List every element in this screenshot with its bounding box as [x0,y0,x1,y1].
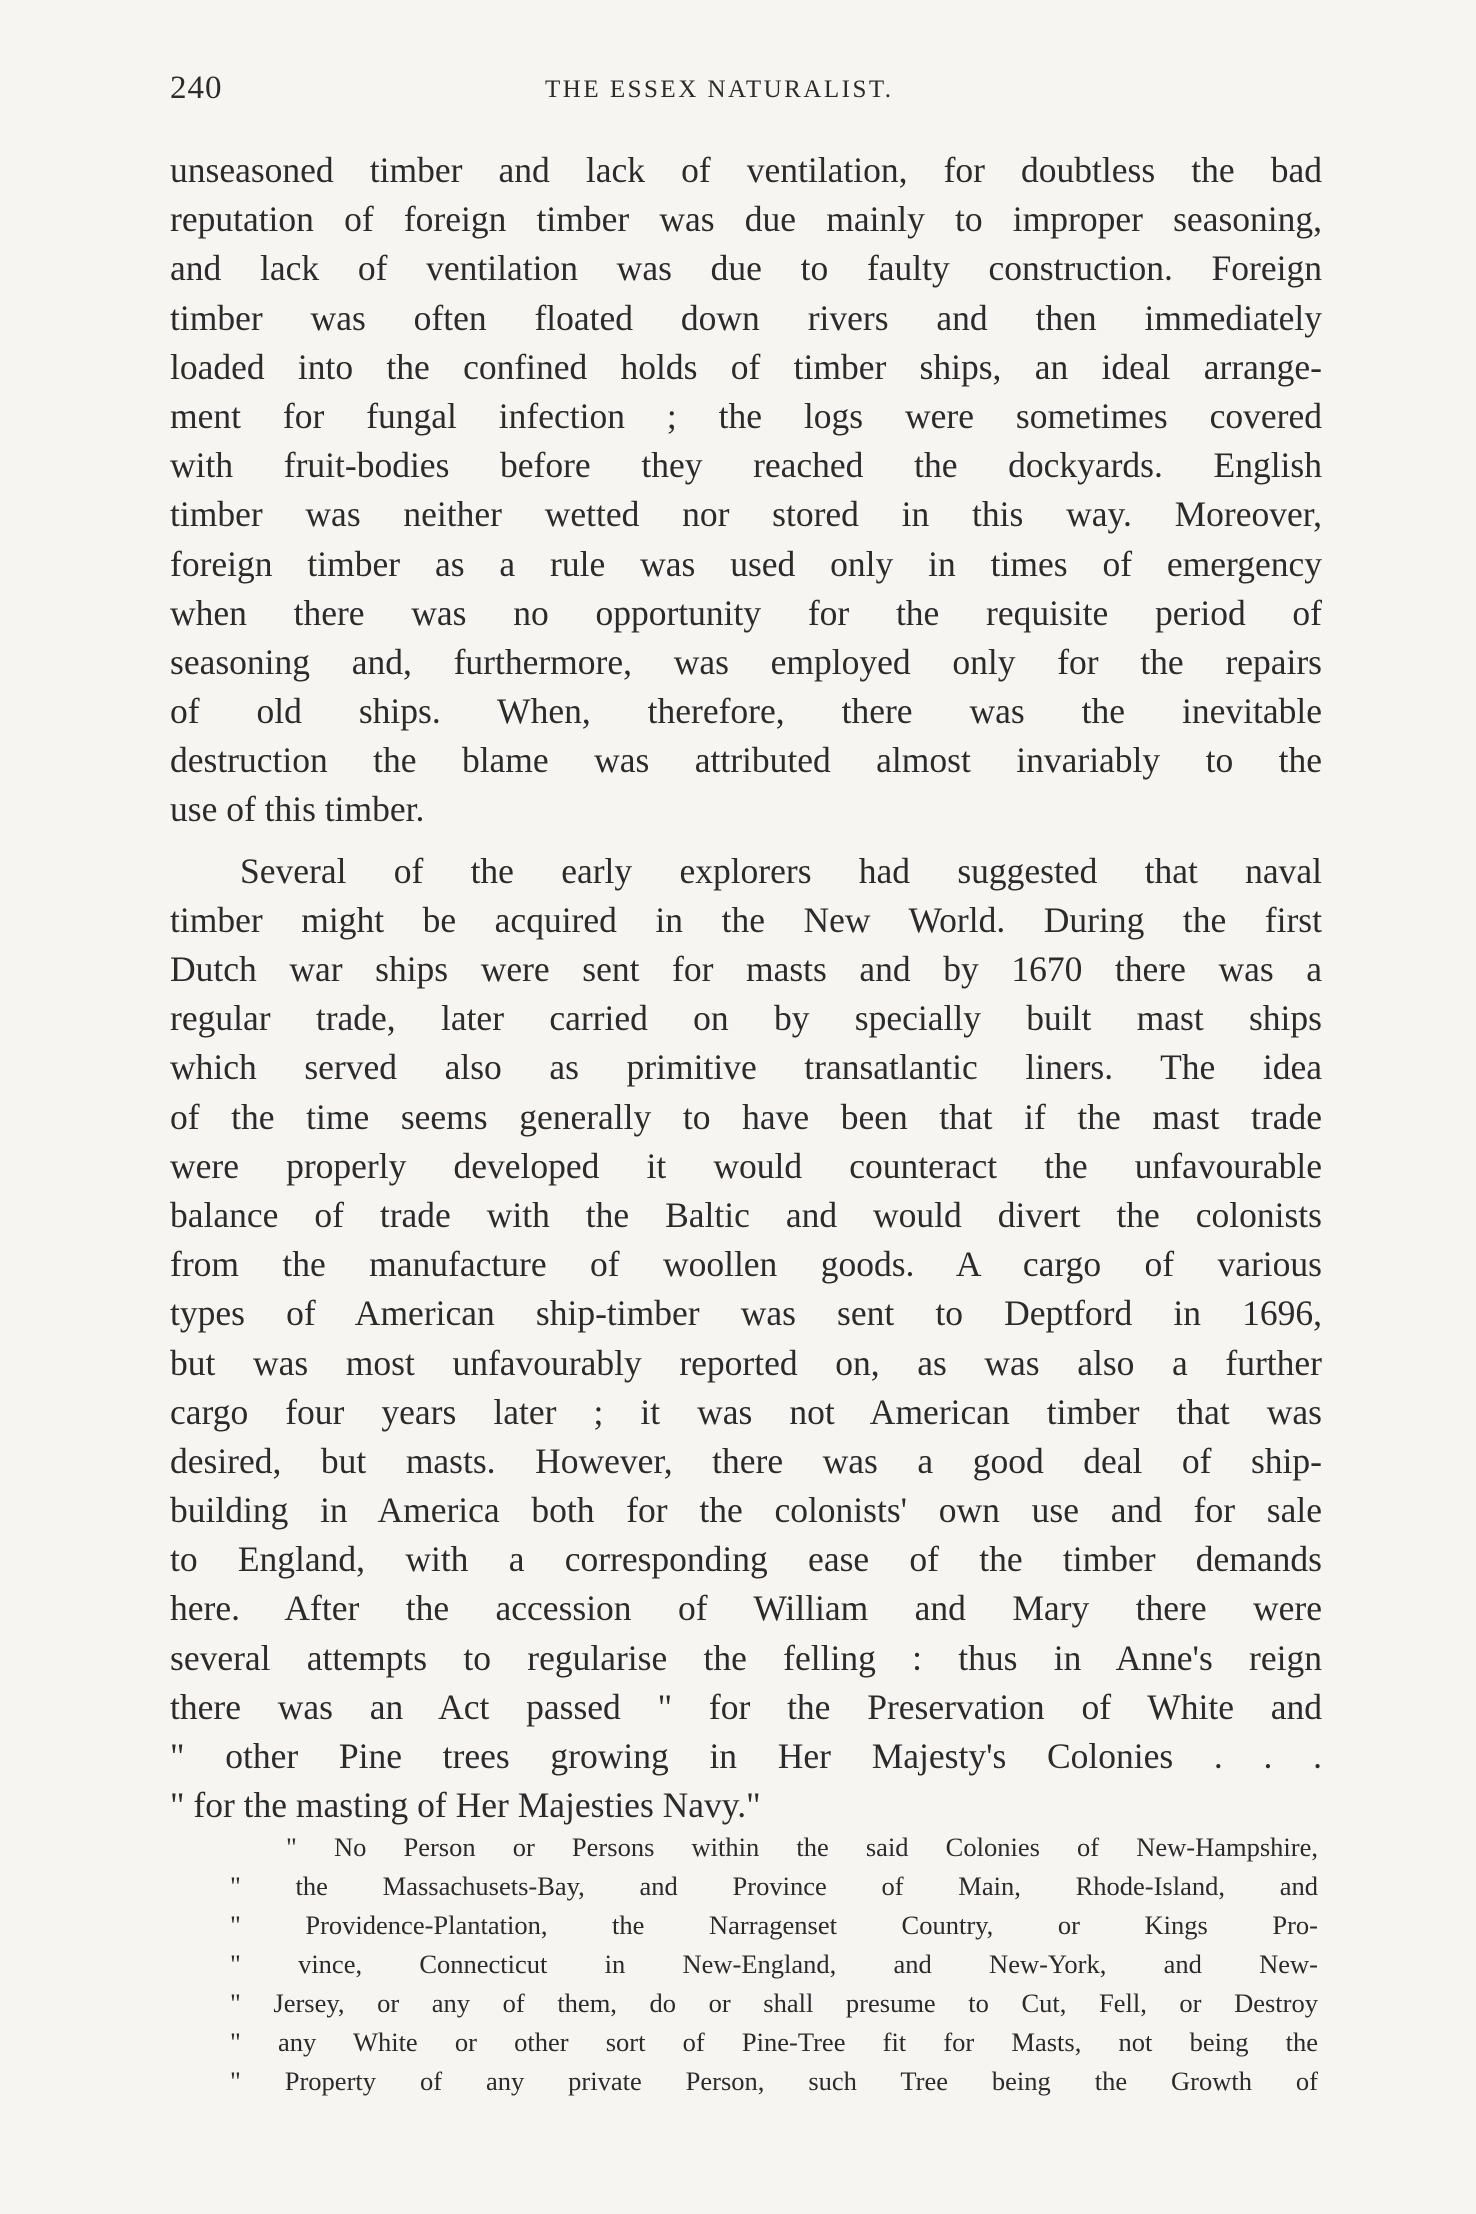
text-line: seasoning and, furthermore, was employed only for the repairs [170,641,1322,682]
text-line: timber might be acquired in the New World. During the first [170,899,1322,940]
text-line: of the time seems generally to have been that if the mast trade [170,1096,1322,1137]
text-line: unseasoned timber and lack of ventilation, for doubtless the bad [170,150,1322,190]
text-line: several attempts to regularise the felling : thus in Anne's reign [170,1637,1322,1678]
body-text [170,146,1322,1830]
quote-line: " Providence-Plantation, the Narragenset Country, or Kings Pro- [230,1910,1318,1940]
page-header [170,70,1318,114]
text-line: here. After the accession of William and Mary there were [170,1588,1322,1629]
text-line: cargo four years later ; it was not American timber that was [170,1391,1322,1432]
text-line: which served also as primitive transatlantic liners. The idea [170,1047,1322,1088]
paragraph-gap [170,835,1322,847]
text-line: timber was neither wetted nor stored in this way. Moreover, [170,494,1322,535]
text-line: use of this timber. [170,789,425,830]
text-line: ment for fungal infection ; the logs were sometimes covered [170,395,1322,436]
text-line: to England, with a corresponding ease of the timber demands [170,1539,1322,1580]
text-line: balance of trade with the Baltic and would divert the colonists [170,1194,1322,1235]
quote-line: " No Person or Persons within the said Colonies of New-Hampshire, [286,1832,1318,1862]
quote-line: " the Massachusets-Bay, and Province of Main, Rhode-Island, and [230,1871,1318,1901]
quote-line: " any White or other sort of Pine-Tree fit for Masts, not being the [230,2027,1318,2057]
text-line: building in America both for the colonists' own use and for sale [170,1490,1322,1531]
text-line: loaded into the confined holds of timber ships, an ideal arrange- [170,346,1322,387]
text-line: when there was no opportunity for the requisite period of [170,592,1322,633]
quote-line: " vince, Connecticut in New-England, and New-York, and New- [230,1949,1318,1979]
page-number: 240 [170,70,223,106]
text-line: Several of the early explorers had suggested that naval [240,850,1322,891]
text-line: " other Pine trees growing in Her Majesty's Colonies . . . [170,1736,1322,1776]
text-line: there was an Act passed " for the Preservation of White and [170,1686,1322,1727]
text-line: " for the masting of Her Majesties Navy." [170,1785,761,1826]
text-line: desired, but masts. However, there was a good deal of ship- [170,1440,1322,1481]
text-line: with fruit-bodies before they reached the dockyards. English [170,445,1322,486]
running-title: THE ESSEX NATURALIST. [545,76,894,103]
text-line: of old ships. When, therefore, there was the inevitable [170,691,1322,732]
block-quote [230,1828,1318,2101]
text-line: types of American ship-timber was sent to Deptford in 1696, [170,1293,1322,1334]
paragraph-2 [170,847,1322,1831]
text-line: destruction the blame was attributed almost invariably to the [170,740,1322,781]
text-line: and lack of ventilation was due to faulty construction. Foreign [170,248,1322,289]
text-line: Dutch war ships were sent for masts and by 1670 there was a [170,949,1322,989]
quote-line: " Property of any private Person, such Tree being the Growth of [230,2066,1318,2096]
text-line: but was most unfavourably reported on, as was also a further [170,1342,1322,1383]
quote-line: " Jersey, or any of them, do or shall presume to Cut, Fell, or Destroy [230,1988,1318,2018]
text-line: timber was often floated down rivers and then immediately [170,297,1322,338]
text-line: foreign timber as a rule was used only in times of emergency [170,543,1322,584]
paragraph-1 [170,146,1322,835]
text-line: were properly developed it would counteract the unfavourable [170,1145,1322,1186]
text-line: reputation of foreign timber was due mainly to improper seasoning, [170,199,1322,240]
text-line: regular trade, later carried on by specially built mast ships [170,998,1322,1039]
text-line: from the manufacture of woollen goods. A cargo of various [170,1244,1322,1285]
